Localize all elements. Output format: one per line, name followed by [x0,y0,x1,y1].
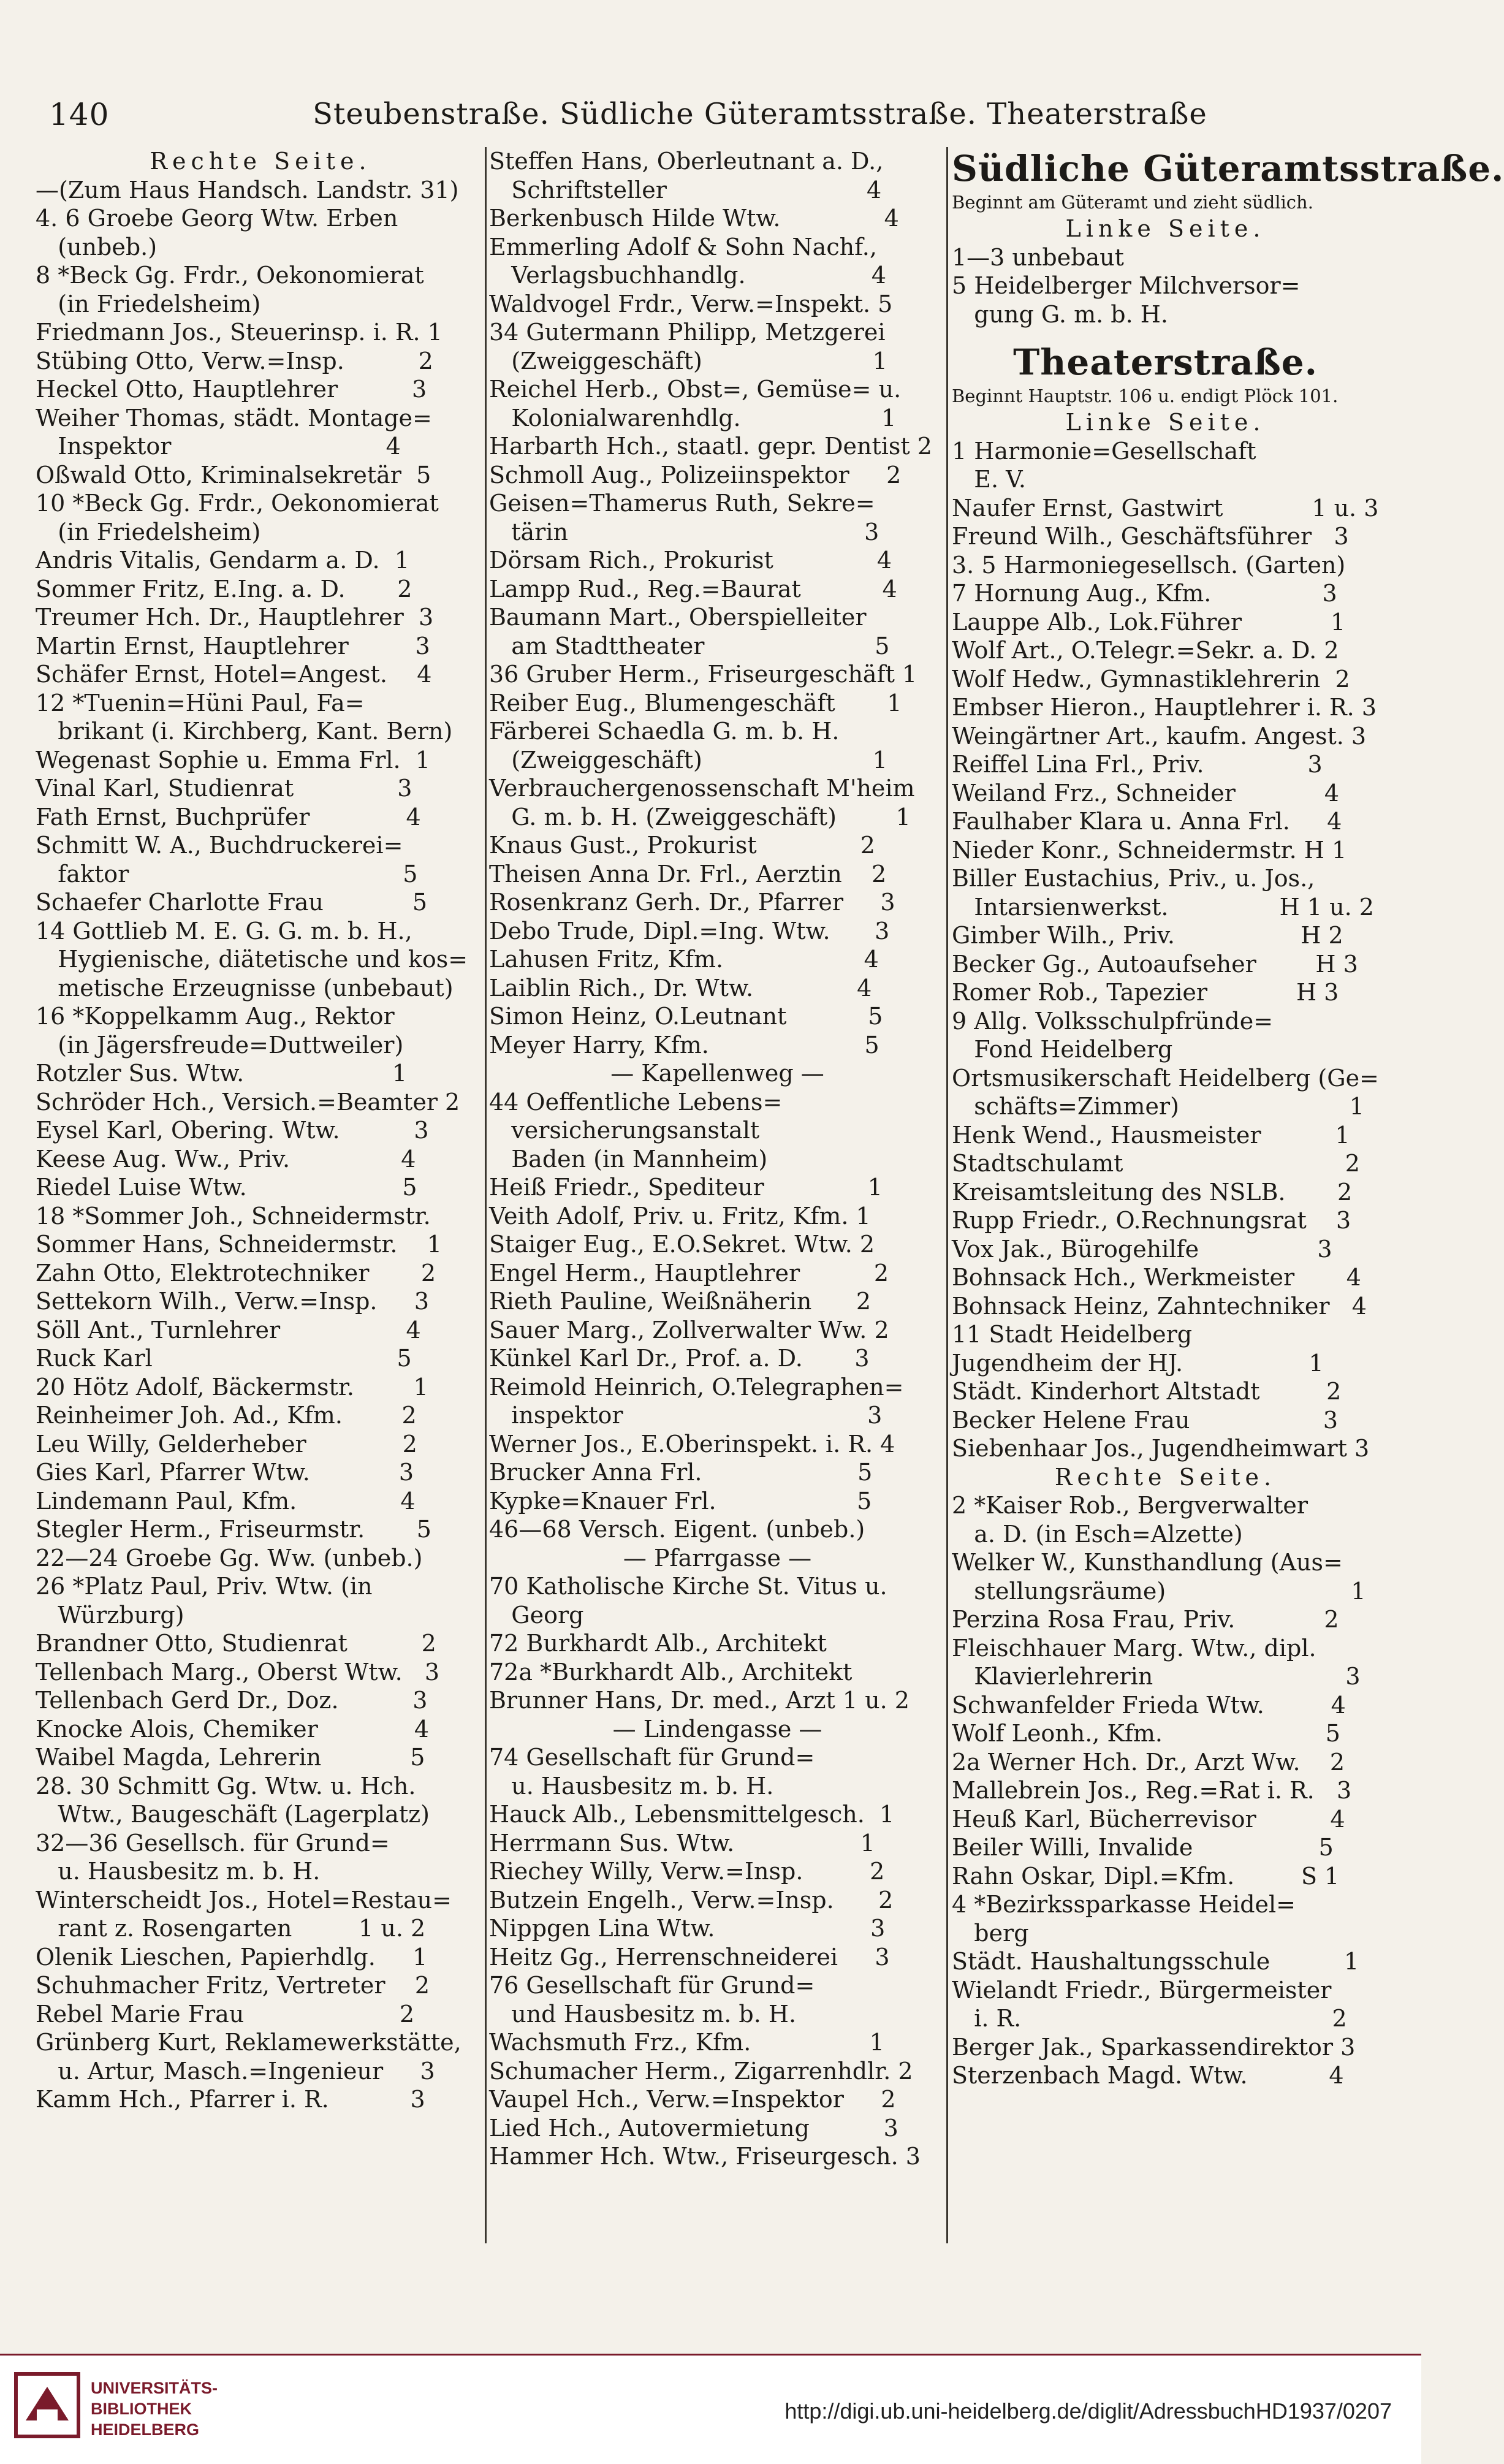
directory-entry: Berger Jak., Sparkassendirektor 3 [952,2033,1356,2061]
directory-entry: Kamm Hch., Pfarrer i. R. 3 [36,2086,425,2113]
directory-entry: Vox Jak., Bürogehilfe 3 [952,1235,1332,1263]
side-heading: Linke Seite. [1065,215,1266,242]
directory-entry: 74 Gesellschaft für Grund= [489,1744,815,1771]
directory-entry: 26 *Platz Paul, Priv. Wtw. (in [36,1573,373,1600]
directory-entry: Rupp Friedr., O.Rechnungsrat 3 [952,1207,1351,1234]
directory-entry: Faulhaber Klara u. Anna Frl. 4 [952,808,1342,835]
directory-entry: 14 Gottlieb M. E. G. G. m. b. H., [36,917,412,945]
directory-entry: Tellenbach Marg., Oberst Wtw. 3 [36,1658,440,1686]
directory-entry: 36 Gruber Herm., Friseurgeschäft 1 [489,661,917,688]
column-left [36,147,485,2256]
directory-entry: Simon Heinz, O.Leutnant 5 [489,1003,883,1030]
directory-entry: 72 Burkhardt Alb., Architekt [489,1630,827,1657]
directory-entry: brikant (i. Kirchberg, Kant. Bern) [36,718,453,745]
directory-entry: Künkel Karl Dr., Prof. a. D. 3 [489,1345,870,1372]
directory-entry: Harbarth Hch., staatl. gepr. Dentist 2 [489,433,932,460]
directory-entry: Hauck Alb., Lebensmittelgesch. 1 [489,1801,895,1828]
directory-entry: am Stadttheater 5 [489,632,890,660]
directory-entry: Inspektor 4 [36,433,401,460]
directory-entry: Hammer Hch. Wtw., Friseurgesch. 3 [489,2143,921,2170]
directory-entry: Stadtschulamt 2 [952,1150,1360,1177]
directory-entry: 11 Stadt Heidelberg [952,1321,1193,1348]
column-middle [489,147,946,2256]
directory-entry: (Zweiggeschäft) 1 [489,347,887,375]
directory-entry: Embser Hieron., Hauptlehrer i. R. 3 [952,694,1377,721]
directory-entry: Sterzenbach Magd. Wtw. 4 [952,2062,1344,2089]
directory-entry: 20 Hötz Adolf, Bäckermstr. 1 [36,1373,428,1401]
directory-entry: 9 Allg. Volksschulpfründe= [952,1007,1274,1035]
directory-entry [952,329,1379,341]
directory-entry: Freund Wilh., Geschäftsführer 3 [952,523,1349,550]
directory-entry: Vaupel Hch., Verw.=Inspektor 2 [489,2086,896,2113]
directory-entry: Baumann Mart., Oberspielleiter [489,604,867,631]
library-name-line: UNIVERSITÄTS- [91,2379,218,2397]
directory-entry: (unbeb.) [36,233,158,260]
directory-entry: Butzein Engelh., Verw.=Insp. 2 [489,1886,894,1914]
directory-entry: Rebel Marie Frau 2 [36,2000,415,2028]
directory-entry: Beiler Willi, Invalide 5 [952,1834,1334,1861]
directory-entry: Beginnt am Güteramt und zieht südlich. [952,192,1313,213]
directory-entry: Meyer Harry, Kfm. 5 [489,1031,879,1059]
directory-entry: Nippgen Lina Wtw. 3 [489,1915,886,1942]
side-heading: Rechte Seite. [150,148,371,175]
directory-entry: Schäfer Ernst, Hotel=Angest. 4 [36,661,432,688]
column-divider [946,147,948,2243]
directory-entry: Schwanfelder Frieda Wtw. 4 [952,1691,1346,1719]
directory-entry: Beginnt Hauptstr. 106 u. endigt Plöck 101. [952,386,1339,406]
directory-entry: Stübing Otto, Verw.=Insp. 2 [36,347,433,375]
directory-entry: rant z. Rosengarten 1 u. 2 [36,1915,426,1942]
directory-entry: 18 *Sommer Joh., Schneidermstr. [36,1202,431,1230]
directory-entry: Fath Ernst, Buchprüfer 4 [36,803,421,831]
directory-entry: inspektor 3 [489,1402,883,1429]
directory-entry: 1—3 unbebaut [952,243,1124,271]
directory-entry: Weiher Thomas, städt. Montage= [36,404,432,432]
street-heading: Südliche Güteramtsstraße. [952,148,1504,189]
directory-entry: Sauer Marg., Zollverwalter Ww. 2 [489,1316,889,1344]
directory-entry: Bohnsack Hch., Werkmeister 4 [952,1264,1361,1291]
directory-entry: Sommer Fritz, E.Ing. a. D. 2 [36,575,412,603]
directory-entry: tärin 3 [489,518,879,546]
directory-entry: 76 Gesellschaft für Grund= [489,1972,815,1999]
directory-entry: Gies Karl, Pfarrer Wtw. 3 [36,1459,414,1486]
directory-entry: Grünberg Kurt, Reklamewerkstätte, [36,2029,461,2056]
directory-entry: Biller Eustachius, Priv., u. Jos., [952,865,1315,892]
directory-entry: (in Friedelsheim) [36,518,261,546]
directory-entry: 12 *Tuenin=Hüni Paul, Fa= [36,689,365,717]
column-right [952,147,1504,2256]
directory-entry: Becker Gg., Autoaufseher H 3 [952,950,1358,978]
directory-entry: 7 Hornung Aug., Kfm. 3 [952,580,1337,607]
directory-entry: Dörsam Rich., Prokurist 4 [489,547,892,574]
directory-entry: berg [952,1919,1029,1947]
directory-entry: Bohnsack Heinz, Zahntechniker 4 [952,1292,1367,1320]
directory-entry: Treumer Hch. Dr., Hauptlehrer 3 [36,604,434,631]
directory-entry: i. R. 2 [952,2005,1347,2032]
directory-entry: Leu Willy, Gelderheber 2 [36,1430,417,1458]
directory-entry: Ruck Karl 5 [36,1345,412,1372]
directory-entry: Jugendheim der HJ. 1 [952,1349,1324,1377]
directory-entry: 46—68 Versch. Eigent. (unbeb.) [489,1516,865,1543]
directory-entry: Winterscheidt Jos., Hotel=Restau= [36,1886,452,1914]
directory-entry: u. Artur, Masch.=Ingenieur 3 [36,2057,435,2085]
directory-entry: Wegenast Sophie u. Emma Frl. 1 [36,746,430,774]
directory-entry: Reiber Eug., Blumengeschäft 1 [489,689,902,717]
directory-entry: Reiffel Lina Frl., Priv. 3 [952,751,1323,778]
directory-entry: 1 Harmonie=Gesellschaft [952,437,1256,465]
directory-entry: Heuß Karl, Bücherrevisor 4 [952,1805,1345,1833]
directory-entry: Kypke=Knauer Frl. 5 [489,1487,872,1515]
directory-entry: Heitz Gg., Herrenschneiderei 3 [489,1943,890,1971]
directory-entry: Würzburg) [36,1601,184,1629]
directory-entry: Olenik Lieschen, Papierhdlg. 1 [36,1943,428,1971]
directory-entry: 2 *Kaiser Rob., Bergverwalter [952,1492,1308,1519]
source-url-link[interactable]: http://digi.ub.uni-heidelberg.de/diglit/AdressbuchHD1937/0207 [784,2398,1392,2424]
directory-entry: Schuhmacher Fritz, Vertreter 2 [36,1972,430,1999]
directory-entry: Friedmann Jos., Steuerinsp. i. R. 1 [36,319,442,346]
directory-entry: Hygienische, diätetische und kos= [36,946,468,973]
directory-entry: (in Friedelsheim) [36,290,261,318]
directory-entry: Städt. Haushaltungsschule 1 [952,1948,1359,1975]
directory-entry: Waldvogel Frdr., Verw.=Inspekt. 5 [489,290,893,318]
directory-entry: — Lindengasse — [612,1715,822,1743]
directory-entry: Weingärtner Art., kaufm. Angest. 3 [952,722,1367,750]
directory-entry: u. Hausbesitz m. b. H. [36,1858,321,1885]
directory-entry: Schaefer Charlotte Frau 5 [36,889,428,916]
directory-entry: schäfts=Zimmer) 1 [952,1093,1364,1120]
directory-entry: Reichel Herb., Obst=, Gemüse= u. [489,376,902,403]
directory-entry: Rieth Pauline, Weißnäherin 2 [489,1288,872,1315]
directory-entry: Kolonialwarenhdlg. 1 [489,404,897,432]
directory-entry: Verbrauchergenossenschaft M'heim [489,775,915,802]
directory-entry: Brandner Otto, Studienrat 2 [36,1630,436,1657]
directory-entry: Georg [489,1601,584,1629]
directory-entry: Riechey Willy, Verw.=Insp. 2 [489,1858,885,1885]
page-header [49,86,1373,135]
directory-entry: Lahusen Fritz, Kfm. 4 [489,946,879,973]
directory-entry: Lampp Rud., Reg.=Baurat 4 [489,575,897,603]
directory-entry: Veith Adolf, Priv. u. Fritz, Kfm. 1 [489,1202,871,1230]
side-heading: Rechte Seite. [1054,1463,1277,1491]
university-library-logo-icon [13,2371,81,2439]
directory-entry: 4 *Bezirkssparkasse Heidel= [952,1891,1296,1918]
directory-entry: Sommer Hans, Schneidermstr. 1 [36,1231,442,1258]
directory-entry: E. V. [952,466,1027,493]
directory-entry: 3. 5 Harmoniegesellsch. (Garten) [952,551,1346,579]
directory-entry: Debo Trude, Dipl.=Ing. Wtw. 3 [489,917,890,945]
directory-entry: Eysel Karl, Obering. Wtw. 3 [36,1117,429,1144]
directory-entry: Kreisamtsleitung des NSLB. 2 [952,1178,1353,1206]
directory-entry: 70 Katholische Kirche St. Vitus u. [489,1573,887,1600]
directory-entry: Steffen Hans, Oberleutnant a. D., [489,148,884,175]
side-heading: Linke Seite. [1065,409,1266,436]
directory-entry: Wolf Art., O.Telegr.=Sekr. a. D. 2 [952,637,1339,664]
directory-entry: Wolf Leonh., Kfm. 5 [952,1720,1340,1747]
directory-entry: Fond Heidelberg [952,1036,1173,1063]
directory-entry: Zahn Otto, Elektrotechniker 2 [36,1259,436,1287]
directory-entry: Lindemann Paul, Kfm. 4 [36,1487,416,1515]
directory-entry: 28. 30 Schmitt Gg. Wtw. u. Hch. [36,1772,416,1800]
directory-entry: Söll Ant., Turnlehrer 4 [36,1316,421,1344]
directory-entry: Heckel Otto, Hauptlehrer 3 [36,376,427,403]
directory-entry: Knocke Alois, Chemiker 4 [36,1715,430,1743]
directory-entry: Settekorn Wilh., Verw.=Insp. 3 [36,1288,430,1315]
library-name-line: BIBLIOTHEK [91,2400,192,2418]
directory-entry: Reinheimer Joh. Ad., Kfm. 2 [36,1402,417,1429]
directory-entry: Wachsmuth Frz., Kfm. 1 [489,2029,884,2056]
directory-entry: 2a Werner Hch. Dr., Arzt Ww. 2 [952,1748,1345,1776]
directory-entry: Emmerling Adolf & Sohn Nachf., [489,233,877,260]
directory-entry: Reimold Heinrich, O.Telegraphen= [489,1373,904,1401]
running-title: Steubenstraße. Südliche Güteramtsstraße. Theaterstraße [313,97,1207,131]
directory-entry: Mallebrein Jos., Reg.=Rat i. R. 3 [952,1777,1352,1804]
directory-entry: Lied Hch., Autovermietung 3 [489,2114,898,2142]
directory-entry: Berkenbusch Hilde Wtw. 4 [489,205,899,232]
directory-entry: Riedel Luise Wtw. 5 [36,1174,417,1201]
directory-entry: Schumacher Herm., Zigarrenhdlr. 2 [489,2057,913,2085]
directory-entry: —(Zum Haus Handsch. Landstr. 31) [36,176,459,203]
directory-entry: Wielandt Friedr., Bürgermeister [952,1976,1332,2004]
directory-entry: Werner Jos., E.Oberinspekt. i. R. 4 [489,1430,895,1458]
directory-entry: gung G. m. b. H. [952,300,1168,328]
directory-entry: Lauppe Alb., Lok.Führer 1 [952,608,1346,636]
directory-entry: stellungsräume) 1 [952,1577,1366,1605]
directory-entry: Rotzler Sus. Wtw. 1 [36,1060,408,1087]
library-name-line: HEIDELBERG [91,2420,200,2439]
directory-entry: Herrmann Sus. Wtw. 1 [489,1829,875,1857]
directory-entry: Heiß Friedr., Spediteur 1 [489,1174,883,1201]
directory-entry: Gimber Wilh., Priv. H 2 [952,922,1343,949]
directory-entry: Ortsmusikerschaft Heidelberg (Ge= [952,1064,1379,1092]
directory-entry: Andris Vitalis, Gendarm a. D. 1 [36,547,409,574]
directory-entry: u. Hausbesitz m. b. H. [489,1772,774,1800]
directory-entry: (in Jägersfreude=Duttweiler) [36,1031,404,1059]
directory-entry: Wolf Hedw., Gymnastiklehrerin 2 [952,665,1350,693]
directory-entry: Tellenbach Gerd Dr., Doz. 3 [36,1687,428,1714]
directory-entry: Wtw., Baugeschäft (Lagerplatz) [36,1801,430,1828]
directory-entry: Schriftsteller 4 [489,176,882,203]
directory-entry: Siebenhaar Jos., Jugendheimwart 3 [952,1435,1370,1462]
directory-entry: Naufer Ernst, Gastwirt 1 u. 3 [952,494,1379,522]
library-name [91,2378,218,2440]
directory-entry: Henk Wend., Hausmeister 1 [952,1121,1350,1149]
library-footer [0,2354,1421,2464]
directory-entry: — Pfarrgasse — [623,1544,812,1572]
street-heading: Theaterstraße. [1013,341,1318,383]
directory-entry: 10 *Beck Gg. Frdr., Oekonomierat [36,490,439,517]
directory-entry: (Zweiggeschäft) 1 [489,746,887,774]
directory-entry: G. m. b. H. (Zweiggeschäft) 1 [489,803,911,831]
directory-entry: Nieder Konr., Schneidermstr. H 1 [952,836,1347,864]
directory-entry: Engel Herm., Hauptlehrer 2 [489,1259,889,1287]
directory-entry: Fleischhauer Marg. Wtw., dipl. [952,1634,1316,1662]
directory-entry: Schröder Hch., Versich.=Beamter 2 [36,1088,460,1116]
directory-entry: 22—24 Groebe Gg. Ww. (unbeb.) [36,1544,423,1572]
directory-entry: a. D. (in Esch=Alzette) [952,1520,1243,1548]
directory-entry: Brucker Anna Frl. 5 [489,1459,873,1486]
directory-entry: Städt. Kinderhort Altstadt 2 [952,1378,1342,1405]
directory-entry: Schmitt W. A., Buchdruckerei= [36,832,403,859]
directory-entry: Färberei Schaedla G. m. b. H. [489,718,840,745]
directory-entry: Intarsienwerkst. H 1 u. 2 [952,893,1374,921]
column-divider [485,147,487,2243]
directory-entry: 5 Heidelberger Milchversor= [952,272,1301,299]
directory-entry: versicherungsanstalt [489,1117,760,1144]
directory-entry: Laiblin Rich., Dr. Wtw. 4 [489,974,872,1002]
directory-entry: 44 Oeffentliche Lebens= [489,1088,783,1116]
directory-entry: Rahn Oskar, Dipl.=Kfm. S 1 [952,1862,1340,1890]
directory-entry: Baden (in Mannheim) [489,1145,768,1173]
directory-entry: 16 *Koppelkamm Aug., Rektor [36,1003,395,1030]
directory-entry: faktor 5 [36,860,418,888]
directory-entry: Knaus Gust., Prokurist 2 [489,832,875,859]
directory-entry: metische Erzeugnisse (unbebaut) [36,974,454,1002]
page-number: 140 [49,97,110,132]
directory-entry: Geisen=Thamerus Ruth, Sekre= [489,490,875,517]
directory-entry: Verlagsbuchhandlg. 4 [489,262,887,289]
directory-entry: Stegler Herm., Friseurmstr. 5 [36,1516,431,1543]
directory-entry: Brunner Hans, Dr. med., Arzt 1 u. 2 [489,1687,910,1714]
directory-entry: Perzina Rosa Frau, Priv. 2 [952,1606,1339,1633]
directory-entry: Welker W., Kunsthandlung (Aus= [952,1549,1343,1576]
directory-entry: Romer Rob., Tapezier H 3 [952,979,1339,1006]
directory-entry: Klavierlehrerin 3 [952,1663,1361,1690]
directory-entry: Weiland Frz., Schneider 4 [952,779,1340,807]
directory-entry: Becker Helene Frau 3 [952,1406,1339,1434]
directory-entry: Oßwald Otto, Kriminalsekretär 5 [36,461,431,489]
directory-entry: 34 Gutermann Philipp, Metzgerei [489,319,886,346]
directory-entry: Rosenkranz Gerh. Dr., Pfarrer 3 [489,889,895,916]
directory-entry: Schmoll Aug., Polizeiinspektor 2 [489,461,902,489]
directory-entry: Martin Ernst, Hauptlehrer 3 [36,632,430,660]
directory-entry: Vinal Karl, Studienrat 3 [36,775,412,802]
directory-entry: und Hausbesitz m. b. H. [489,2000,797,2028]
directory-entry: Theisen Anna Dr. Frl., Aerztin 2 [489,860,887,888]
directory-entry: 72a *Burkhardt Alb., Architekt [489,1658,853,1686]
directory-entry: — Kapellenweg — [610,1060,824,1087]
directory-entry: 8 *Beck Gg. Frdr., Oekonomierat [36,262,424,289]
directory-entry: 32—36 Gesellsch. für Grund= [36,1829,390,1857]
directory-entry: Staiger Eug., E.O.Sekret. Wtw. 2 [489,1231,875,1258]
directory-entry: Waibel Magda, Lehrerin 5 [36,1744,425,1771]
directory-entry: 4. 6 Groebe Georg Wtw. Erben [36,205,398,232]
directory-entry: Keese Aug. Ww., Priv. 4 [36,1145,416,1173]
